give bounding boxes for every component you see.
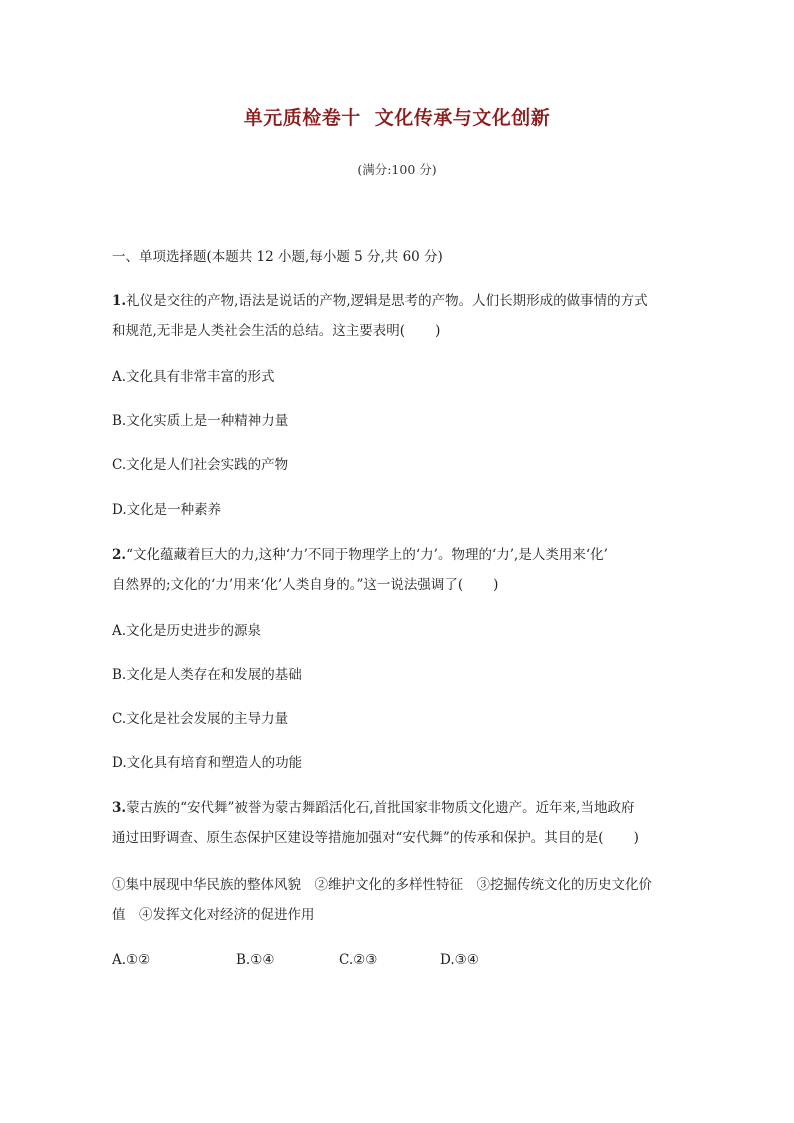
question-2-option-a: A.文化是历史进步的源泉 [112, 623, 262, 639]
question-1-option-b: B.文化实质上是一种精神力量 [112, 413, 289, 429]
question-3-items-line-2: 值 ④发挥文化对经济的促进作用 [112, 907, 315, 923]
question-2-stem-line-1: 2.“文化蕴藏着巨大的力,这种‘力’不同于物理学上的‘力’。物理的‘力’,是人类用来‘化’ [112, 547, 608, 563]
question-3-options [112, 951, 479, 969]
question-2-option-c: C.文化是社会发展的主导力量 [112, 711, 289, 727]
question-3-option-c: C.②③ [339, 952, 378, 968]
question-3-number: 3. [112, 800, 127, 816]
question-3-option-a: A.①② [112, 952, 151, 968]
question-1-option-c: C.文化是人们社会实践的产物 [112, 457, 289, 473]
question-3-stem-line-2: 通过田野调查、原生态保护区建设等措施加强对“安代舞”的传承和保护。其目的是( ) [112, 830, 639, 846]
title-part-2: 文化传承与文化创新 [374, 107, 551, 129]
question-1-stem-line-2: 和规范,无非是人类社会生活的总结。这主要表明( ) [112, 323, 441, 339]
page-title [0, 103, 794, 130]
section-heading: 一、单项选择题(本题共 12 小题,每小题 5 分,共 60 分) [112, 249, 443, 265]
question-3-stem-line-1: 3.蒙古族的“安代舞”被誉为蒙古舞蹈活化石,首批国家非物质文化遗产。近年来,当地政府 [112, 800, 635, 816]
question-2-option-b: B.文化是人类存在和发展的基础 [112, 667, 302, 683]
question-2-number: 2. [112, 547, 127, 563]
question-1-option-a: A.文化具有非常丰富的形式 [112, 369, 275, 385]
title-part-1: 单元质检卷十 [243, 107, 361, 129]
question-3-option-d: D.③④ [440, 952, 479, 968]
question-2-option-d: D.文化具有培育和塑造人的功能 [112, 755, 303, 771]
question-2-stem-line-2: 自然界的;文化的‘力’用来‘化’人类自身的。”这一说法强调了( ) [112, 577, 499, 593]
question-1-option-d: D.文化是一种素养 [112, 502, 222, 518]
question-3-option-b: B.①④ [236, 952, 275, 968]
question-3-items-line-1: ①集中展现中华民族的整体风貌 ②维护文化的多样性特征 ③挖掘传统文化的历史文化价 [112, 877, 652, 893]
question-1-number: 1. [112, 293, 127, 309]
question-1-stem-line-1: 1.礼仪是交往的产物,语法是说话的产物,逻辑是思考的产物。人们长期形成的做事情的方式 [112, 293, 648, 309]
full-score-note: (满分:100 分) [357, 162, 437, 177]
